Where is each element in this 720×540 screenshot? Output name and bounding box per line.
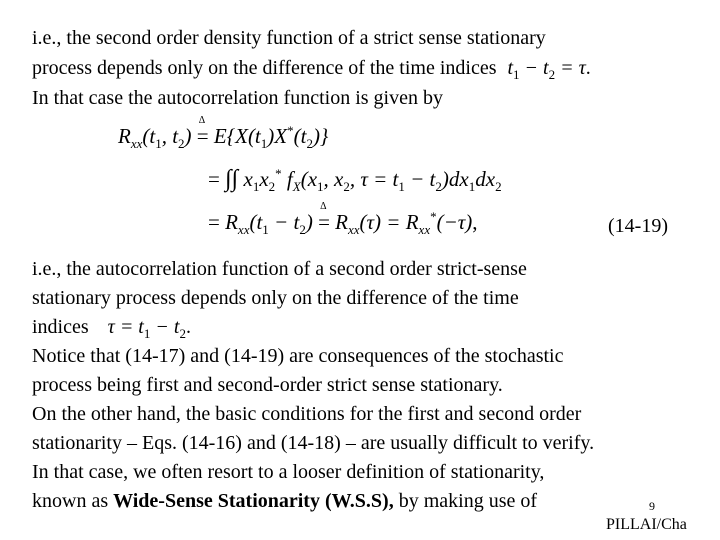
text-line: process being first and second-order strict sense stationary. <box>32 374 503 396</box>
inline-math: $\tau = t_1 - t_2$ <box>107 316 186 341</box>
bold-term: Wide-Sense Stationarity (W.S.S), <box>113 490 394 512</box>
footer-label: PILLAI/Cha <box>606 516 687 533</box>
text-segment: known as <box>32 490 114 512</box>
text-line: Notice that (14-17) and (14-19) are consequences of the stochastic <box>32 345 564 367</box>
text-segment: process depends only on the difference of the time indices <box>32 57 497 79</box>
equation-line-2: = ∫∫ $x_1x_2^*$ $f_X(x_1$, $x_2$, $\tau = t_1 - t_2)dx_1dx_2$ <box>208 166 502 195</box>
text-line: On the other hand, the basic conditions for the first and second order <box>32 403 582 425</box>
text-line: indices $\tau = t_1 - t_2$. <box>32 316 191 341</box>
equation-line-1: $R_{xx}(t_1$, $t_2$) = Δ $E\{X(t_1)X^*(t_2)\}$ <box>118 115 329 152</box>
text-line: In that case the autocorrelation function is given by <box>32 87 443 109</box>
equation-number: (14-19) <box>608 215 668 237</box>
text-line: process depends only on the difference of the time indices $t_1 - t_2 = \tau$. <box>32 57 591 82</box>
text-segment: by making use of <box>393 490 538 512</box>
text-line <box>32 489 537 513</box>
equation-line-3: = $R_{xx}(t_1 - t_2)$ = Δ $R_{xx}(\tau) = R_{xx}^*(-\tau)$, <box>208 201 478 238</box>
text-line: i.e., the autocorrelation function of a second order strict-sense <box>32 258 527 280</box>
page-number: 9 <box>649 499 655 513</box>
text-line: i.e., the second order density function of a strict sense stationary <box>32 27 546 49</box>
text-line: stationary process depends only on the difference of the time <box>32 287 519 309</box>
inline-math: $t_1 - t_2 = \tau$ <box>507 57 586 82</box>
text-line: In that case, we often resort to a looser definition of stationarity, <box>32 461 545 483</box>
text-segment: indices <box>32 316 89 338</box>
text-line: stationarity – Eqs. (14-16) and (14-18) – are usually difficult to verify. <box>32 432 595 454</box>
